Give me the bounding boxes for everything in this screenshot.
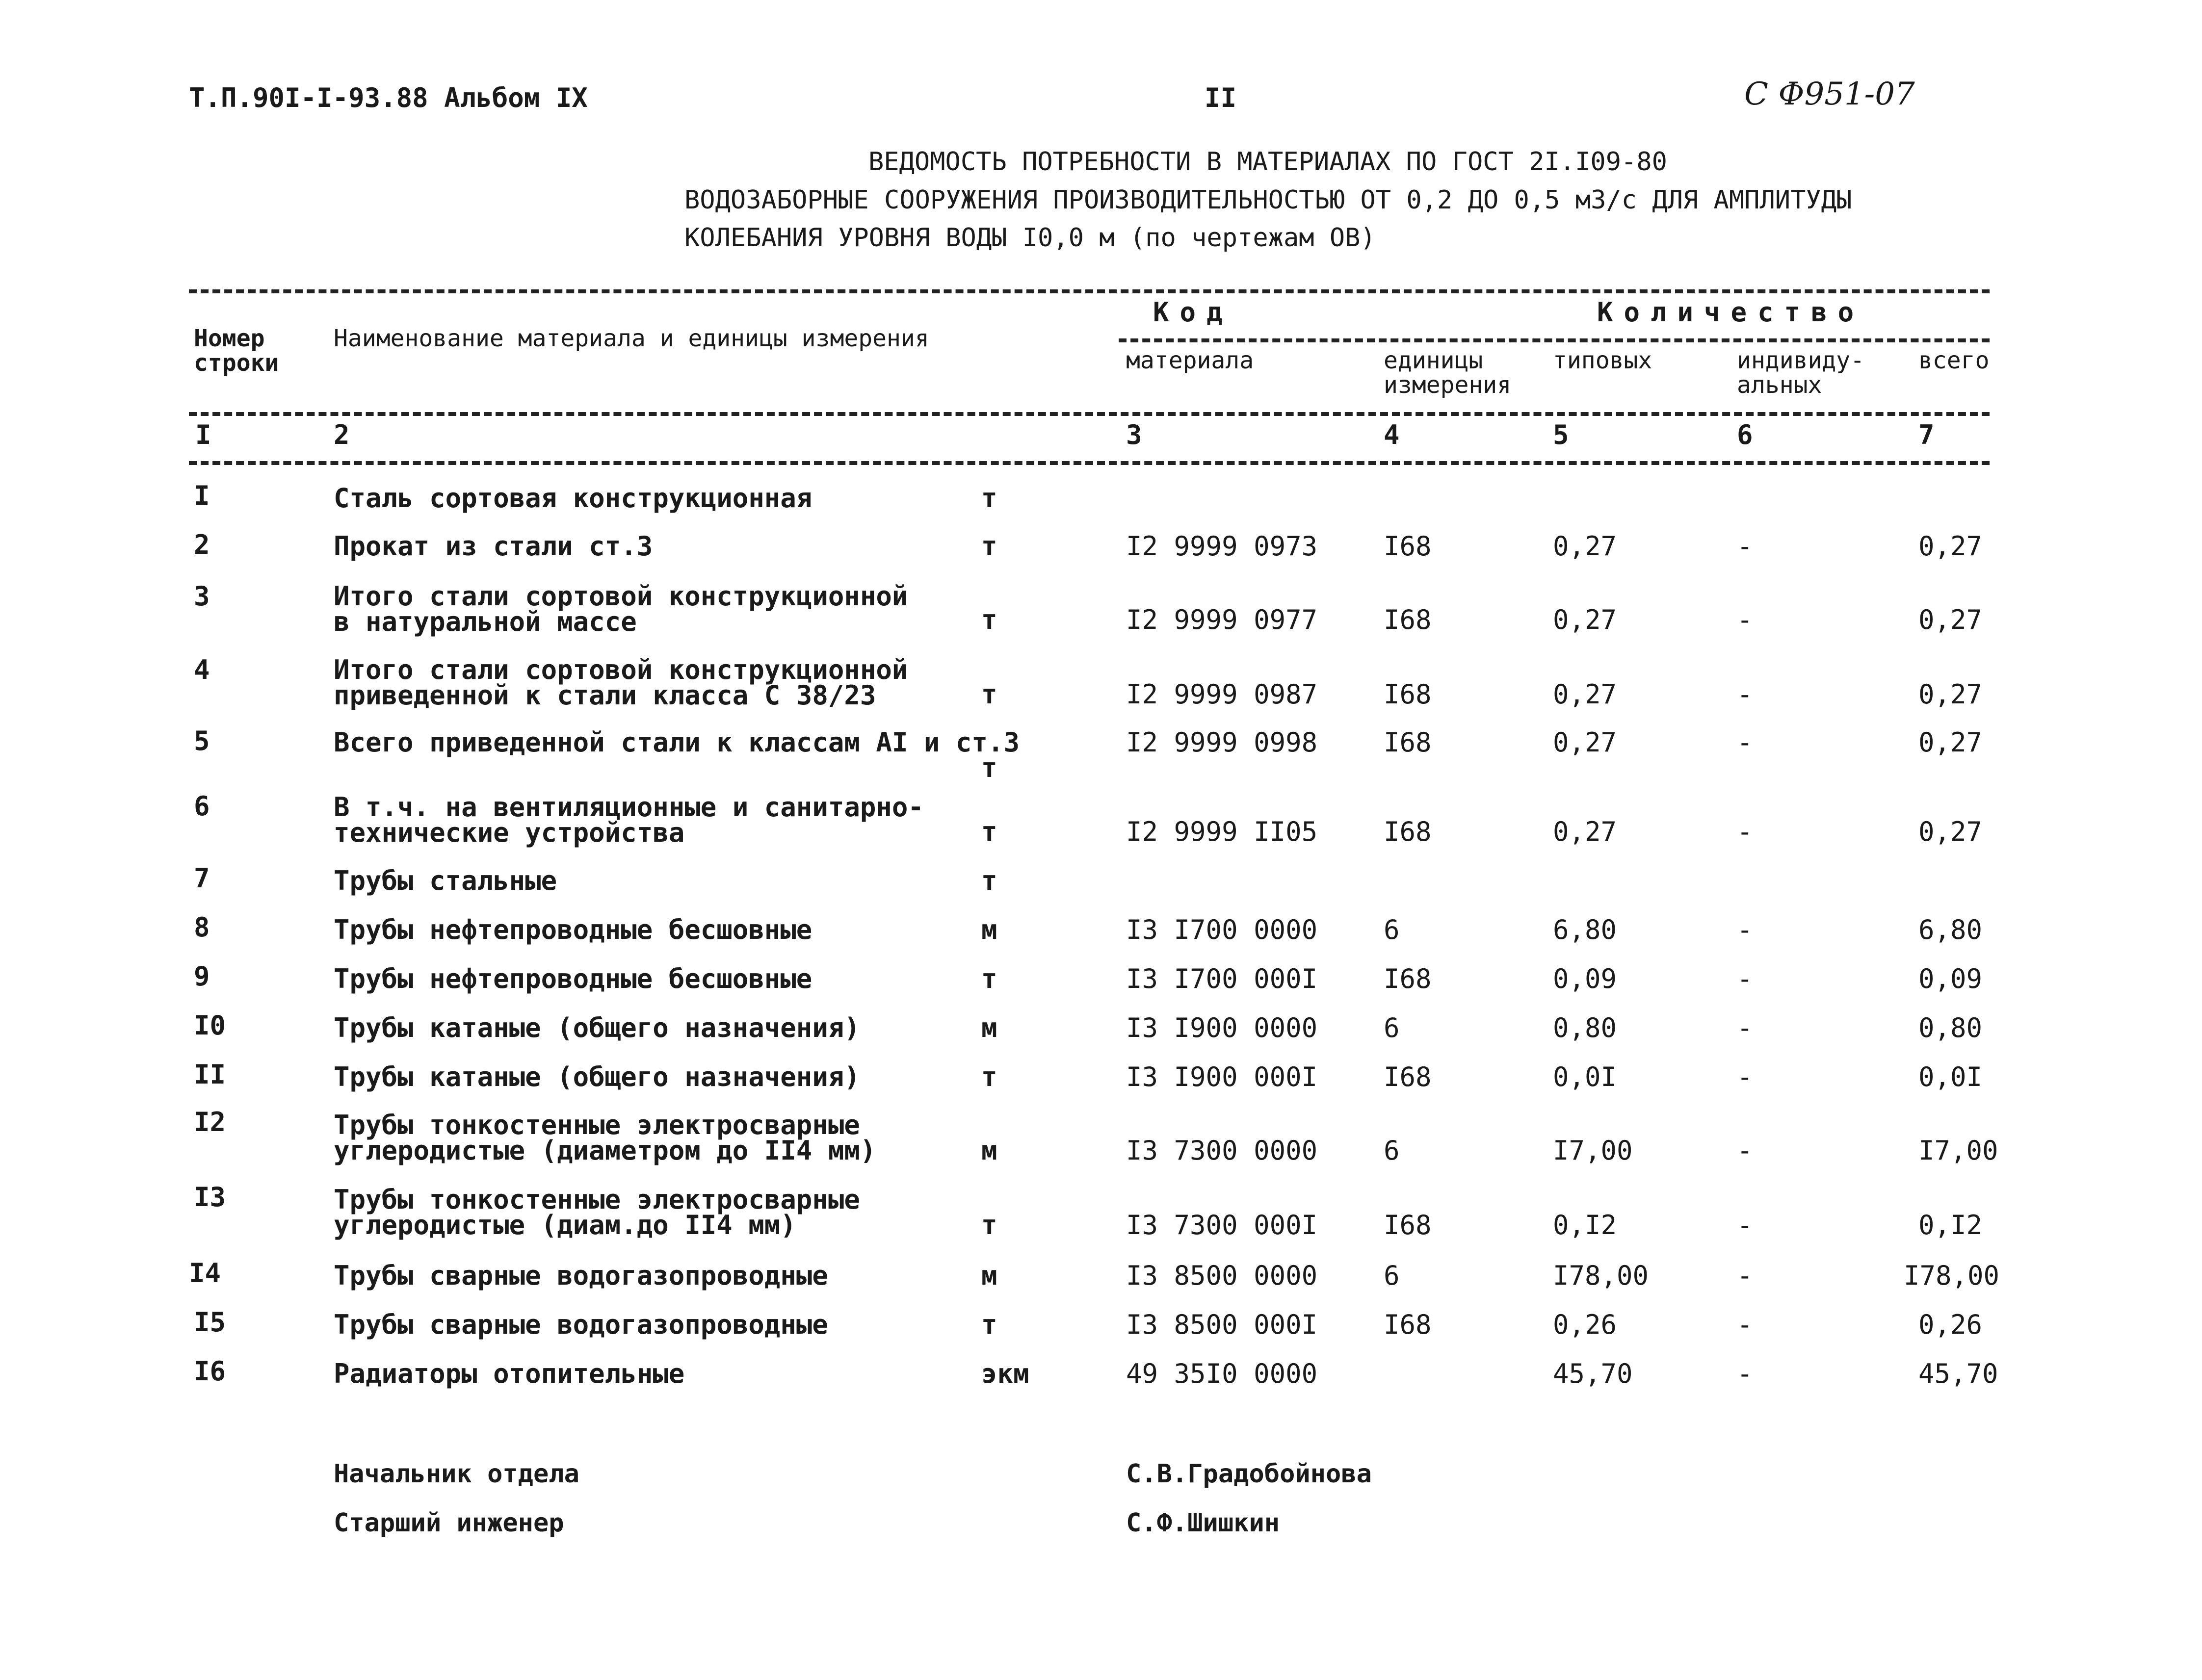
qty-individual: - <box>1737 816 1753 847</box>
unit: т <box>981 752 997 783</box>
unit-code: I68 <box>1384 727 1432 758</box>
qty-typical: 0,09 <box>1553 963 1617 994</box>
unit-code: I68 <box>1384 531 1432 562</box>
qty-total: 0,80 <box>1918 1012 1983 1043</box>
unit: экм <box>981 1358 1029 1389</box>
header-code-unit-line2: измерения <box>1384 371 1512 399</box>
unit-code: I68 <box>1384 1061 1432 1092</box>
material-name-cont: технические устройства <box>334 817 685 848</box>
qty-total: 0,27 <box>1918 816 1983 847</box>
qty-total: I78,00 <box>1904 1260 2000 1291</box>
qty-typical: 0,I2 <box>1553 1210 1617 1241</box>
row-number: 8 <box>194 912 210 943</box>
group-header-rule <box>1119 338 1990 342</box>
row-number: 5 <box>194 725 210 756</box>
material-code: I3 I700 000I <box>1126 963 1318 994</box>
row-number: I3 <box>194 1182 226 1213</box>
unit-code: I68 <box>1384 963 1432 994</box>
material-name: Трубы катаные (общего назначения) <box>334 1012 860 1043</box>
document-subtitle-line1: ВОДОЗАБОРНЫЕ СООРУЖЕНИЯ ПРОИЗВОДИТЕЛЬНОСТЬЮ ОТ 0,2 ДО 0,5 м3/с ДЛЯ АМПЛИТУДЫ <box>684 185 1852 215</box>
qty-typical: 6,80 <box>1553 914 1617 945</box>
row-number: II <box>194 1059 226 1090</box>
material-code: I2 9999 0987 <box>1126 679 1318 710</box>
qty-individual: - <box>1737 1309 1753 1340</box>
unit: т <box>981 604 997 635</box>
row-number: 3 <box>194 581 210 612</box>
material-name: Трубы стальные <box>334 865 557 896</box>
material-name: Итого стали сортовой конструкционной <box>334 654 908 685</box>
header-row-number-line1: Номер <box>194 325 265 352</box>
row-number: 6 <box>194 791 210 822</box>
qty-individual: - <box>1737 963 1753 994</box>
document-reference: Т.П.90I-I-93.88 Альбом IX <box>189 82 588 113</box>
unit-code: I68 <box>1384 679 1432 710</box>
material-name: Трубы сварные водогазопроводные <box>334 1260 828 1291</box>
material-name: Радиаторы отопительные <box>334 1358 685 1389</box>
unit: т <box>981 679 997 710</box>
unit: т <box>981 816 997 847</box>
header-qty-individual-line1: индивиду- <box>1737 347 1865 374</box>
unit: т <box>981 963 997 994</box>
column-number: 5 <box>1553 419 1569 450</box>
material-name: Трубы катаные (общего назначения) <box>334 1061 860 1092</box>
qty-individual: - <box>1737 1260 1753 1291</box>
material-name-cont: приведенной к стали класса С 38/23 <box>334 680 876 711</box>
material-code: I3 7300 0000 <box>1126 1135 1318 1166</box>
header-code-material: материала <box>1126 347 1254 374</box>
unit-code: 6 <box>1384 1012 1400 1043</box>
header-quantity-group: Количество <box>1597 297 1865 328</box>
unit-code: I68 <box>1384 1210 1432 1241</box>
unit: м <box>981 1135 997 1166</box>
unit: т <box>981 1210 997 1241</box>
material-name: Прокат из стали ст.3 <box>334 531 653 562</box>
unit: т <box>981 865 997 896</box>
header-material-name: Наименование материала и единицы измерения <box>334 325 929 352</box>
material-name: Итого стали сортовой конструкционной <box>334 581 908 612</box>
row-number: I <box>194 480 210 511</box>
qty-individual: - <box>1737 1210 1753 1241</box>
qty-individual: - <box>1737 1061 1753 1092</box>
row-number: 2 <box>194 529 210 560</box>
material-name: Трубы сварные водогазопроводные <box>334 1309 828 1340</box>
unit: т <box>981 1309 997 1340</box>
qty-total: 0,09 <box>1918 963 1983 994</box>
qty-individual: - <box>1737 531 1753 562</box>
unit-code: I68 <box>1384 604 1432 635</box>
material-name: Трубы тонкостенные электросварные <box>334 1110 860 1140</box>
material-name: Трубы нефтепроводные бесшовные <box>334 963 813 994</box>
material-name-cont: углеродистые (диам.до II4 мм) <box>334 1210 796 1241</box>
unit: м <box>981 914 997 945</box>
qty-total: 0,26 <box>1918 1309 1983 1340</box>
material-name-cont: углеродистые (диаметром до II4 мм) <box>334 1135 876 1166</box>
row-number: I5 <box>194 1307 226 1338</box>
page-number: II <box>1205 82 1237 113</box>
material-code: I2 9999 0973 <box>1126 531 1318 562</box>
row-number: I4 <box>189 1258 221 1289</box>
material-code: I3 I900 0000 <box>1126 1012 1318 1043</box>
column-number: 7 <box>1918 419 1935 450</box>
document-subtitle-line2: КОЛЕБАНИЯ УРОВНЯ ВОДЫ I0,0 м (по чертежам ОВ) <box>684 223 1376 253</box>
material-code: 49 35I0 0000 <box>1126 1358 1318 1389</box>
unit-code: 6 <box>1384 1260 1400 1291</box>
header-code-unit-line1: единицы <box>1384 347 1483 374</box>
material-code: I3 I700 0000 <box>1126 914 1318 945</box>
qty-typical: 0,26 <box>1553 1309 1617 1340</box>
column-numbers-rule <box>189 461 1990 465</box>
document-title: ВЕДОМОСТЬ ПОТРЕБНОСТИ В МАТЕРИАЛАХ ПО ГОСТ 2I.I09-80 <box>868 147 1667 177</box>
header-qty-individual-line2: альных <box>1737 371 1822 399</box>
qty-individual: - <box>1737 914 1753 945</box>
qty-typical: I78,00 <box>1553 1260 1649 1291</box>
qty-individual: - <box>1737 1012 1753 1043</box>
qty-typical: 0,27 <box>1553 727 1617 758</box>
column-number: I <box>195 419 211 450</box>
qty-typical: 45,70 <box>1553 1358 1633 1389</box>
qty-typical: 0,27 <box>1553 816 1617 847</box>
signature-name: С.В.Градобойнова <box>1126 1459 1372 1489</box>
qty-total: 0,27 <box>1918 679 1983 710</box>
unit: м <box>981 1260 997 1291</box>
material-code: I2 9999 0977 <box>1126 604 1318 635</box>
unit-code: 6 <box>1384 1135 1400 1166</box>
qty-typical: 0,80 <box>1553 1012 1617 1043</box>
column-number: 4 <box>1384 419 1400 450</box>
material-code: I3 7300 000I <box>1126 1210 1318 1241</box>
row-number: 4 <box>194 654 210 685</box>
material-name: Сталь сортовая конструкционная <box>334 483 813 514</box>
qty-typical: 0,27 <box>1553 679 1617 710</box>
qty-typical: 0,27 <box>1553 531 1617 562</box>
qty-typical: 0,27 <box>1553 604 1617 635</box>
qty-total: I7,00 <box>1918 1135 1998 1166</box>
qty-total: 45,70 <box>1918 1358 1998 1389</box>
column-number: 3 <box>1126 419 1142 450</box>
unit: т <box>981 531 997 562</box>
material-code: I3 8500 000I <box>1126 1309 1318 1340</box>
handwritten-code: С Ф951-07 <box>1744 76 1915 112</box>
material-name: В т.ч. на вентиляционные и санитарно- <box>334 792 924 823</box>
material-code: I3 8500 0000 <box>1126 1260 1318 1291</box>
qty-individual: - <box>1737 604 1753 635</box>
qty-typical: 0,0I <box>1553 1061 1617 1092</box>
unit-code: I68 <box>1384 816 1432 847</box>
material-code: I3 I900 000I <box>1126 1061 1318 1092</box>
material-name: Трубы нефтепроводные бесшовные <box>334 914 813 945</box>
qty-individual: - <box>1737 727 1753 758</box>
material-name: Всего приведенной стали к классам АI и ст.3 <box>334 727 1020 758</box>
header-row-number-line2: строки <box>194 349 279 377</box>
qty-total: 0,27 <box>1918 531 1983 562</box>
row-number: 7 <box>194 863 210 894</box>
row-number: I6 <box>194 1356 226 1387</box>
material-code: I2 9999 II05 <box>1126 816 1318 847</box>
qty-individual: - <box>1737 679 1753 710</box>
qty-total: 0,I2 <box>1918 1210 1983 1241</box>
header-code-group: Код <box>1153 297 1233 328</box>
qty-total: 6,80 <box>1918 914 1983 945</box>
qty-total: 0,27 <box>1918 727 1983 758</box>
header-bottom-rule <box>189 412 1990 416</box>
unit: т <box>981 1061 997 1092</box>
qty-typical: I7,00 <box>1553 1135 1633 1166</box>
column-number: 2 <box>334 419 350 450</box>
unit-code: 6 <box>1384 914 1400 945</box>
row-number: I0 <box>194 1010 226 1041</box>
table-top-rule <box>189 289 1990 293</box>
header-qty-typical: типовых <box>1553 347 1652 374</box>
qty-total: 0,27 <box>1918 604 1983 635</box>
unit: м <box>981 1012 997 1043</box>
unit: т <box>981 483 997 514</box>
column-number: 6 <box>1737 419 1753 450</box>
row-number: 9 <box>194 961 210 992</box>
qty-individual: - <box>1737 1135 1753 1166</box>
row-number: I2 <box>194 1107 226 1137</box>
material-name: Трубы тонкостенные электросварные <box>334 1184 860 1215</box>
signature-name: С.Ф.Шишкин <box>1126 1508 1280 1538</box>
signature-role: Старший инженер <box>334 1508 564 1538</box>
material-code: I2 9999 0998 <box>1126 727 1318 758</box>
signature-role: Начальник отдела <box>334 1459 579 1489</box>
unit-code: I68 <box>1384 1309 1432 1340</box>
qty-total: 0,0I <box>1918 1061 1983 1092</box>
material-name-cont: в натуральной массе <box>334 606 637 637</box>
header-qty-total: всего <box>1918 347 1990 374</box>
qty-individual: - <box>1737 1358 1753 1389</box>
